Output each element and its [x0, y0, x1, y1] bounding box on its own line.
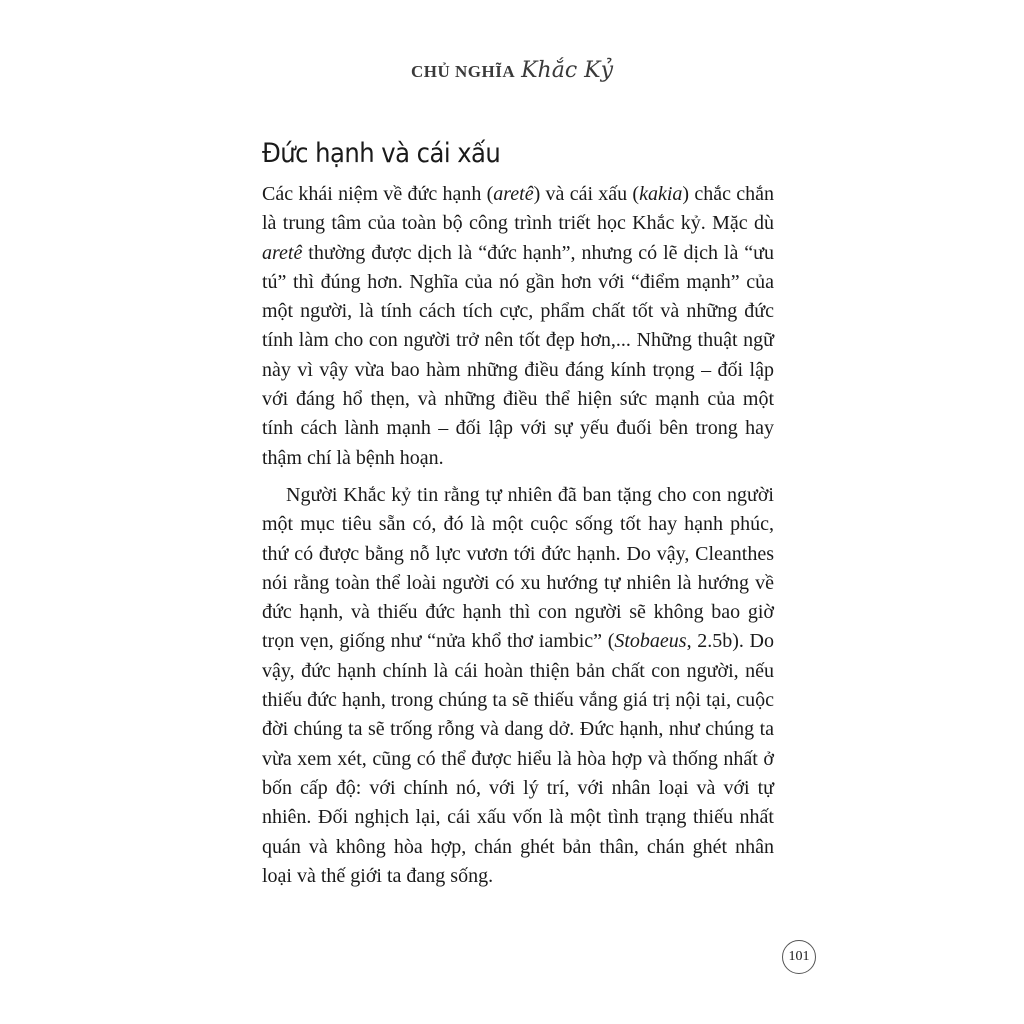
running-head	[0, 58, 1024, 83]
text-segment: ) và cái xấu (	[533, 183, 640, 205]
italic-term: aretê	[262, 241, 303, 264]
text-segment: Người Khắc kỷ tin rằng tự nhiên đã ban tặng cho con người một mục tiêu sẵn có, đó là một cuộc sống tốt hay hạnh phúc, thứ có được bằng nỗ lực vươn tới đức hạnh. Do vậy, Cleanthes nói rằng toàn thể loài người có xu hướng tự nhiên là hướng về đức hạnh, và thiếu đức hạnh thì con người sẽ không bao giờ trọn vẹn, giống như “nửa khổ thơ iambic” (	[262, 483, 774, 653]
paragraph	[262, 481, 774, 891]
text-segment: ) chắc chắn là trung tâm của toàn bộ công trình triết học Khắc kỷ. Mặc dù	[262, 183, 774, 235]
section-title: Đức hạnh và cái xấu	[262, 138, 501, 169]
italic-term: aretê	[493, 183, 534, 205]
running-head-script: Khắc Kỷ	[521, 58, 614, 83]
text-segment: thường được dịch là “đức hạnh”, nhưng có lẽ dịch là “ưu tú” thì đúng hơn. Nghĩa của nó gần hơn với “điểm mạnh” của một người, là tính cách tích cực, phẩm chất tốt và những đức tính làm cho con người trở nên tốt đẹp hơn,... Những thuật ngữ này vì vậy vừa bao hàm những điều đáng kính trọng – đối lập với đáng hổ thẹn, và những điều thể hiện sức mạnh của một tính cách lành mạnh – đối lập với sự yếu đuối bên trong hay thậm chí là bệnh hoạn.	[262, 241, 774, 469]
italic-term: kakia	[639, 183, 683, 205]
text-segment: Các khái niệm về đức hạnh (	[262, 183, 494, 205]
italic-term: Stobaeus	[614, 630, 687, 653]
paragraph	[262, 180, 774, 473]
text-segment: , 2.5b). Do vậy, đức hạnh chính là cái hoàn thiện bản chất con người, nếu thiếu đức hạnh, trong chúng ta sẽ thiếu vắng giá trị nội tại, cuộc đời chúng ta sẽ trống rỗng và dang dở. Đức hạnh, như chúng ta vừa xem xét, cũng có thể được hiểu là hòa hợp và thống nhất ở bốn cấp độ: với chính nó, với lý trí, với nhân loại và với tự nhiên. Đối nghịch lại, cái xấu vốn là một tình trạng thiếu nhất quán và không hòa hợp, chán ghét bản thân, chán ghét nhân loại và thế giới ta đang sống.	[262, 630, 774, 887]
running-head-caps: CHỦ NGHĨA	[410, 62, 516, 81]
page-number: 101	[782, 940, 816, 974]
body-text	[262, 180, 774, 891]
